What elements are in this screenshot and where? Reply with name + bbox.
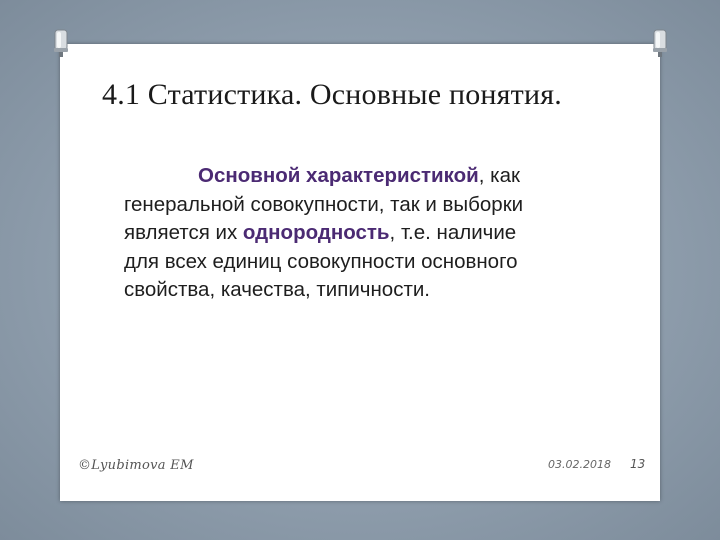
keyword-homogeneity: однородность [242,221,390,244]
body-line-3 [124,219,604,248]
page-number: 13 [630,457,646,471]
footer-date: 03.02.2018 [548,458,611,471]
body-line-1 [124,162,604,191]
body-line-4: для всех единиц совокупности основного [124,249,518,273]
keyword-main-characteristic: Основной характеристикой [198,164,479,187]
footer-author: ©Lyubimova EM [78,458,194,473]
pushpin-icon [50,28,72,58]
slide-title: 4.1 Статистика. Основные понятия. [102,78,562,111]
pushpin-icon [649,28,671,58]
body-line-2: генеральной совокупности, так и выборки [124,192,524,216]
slide-body [124,162,604,305]
body-text-fragment: является их [124,221,243,244]
body-text-fragment: , как [478,164,520,187]
body-text-fragment: , т.е. наличие [389,221,517,244]
body-line-5: свойства, качества, типичности. [124,278,430,301]
